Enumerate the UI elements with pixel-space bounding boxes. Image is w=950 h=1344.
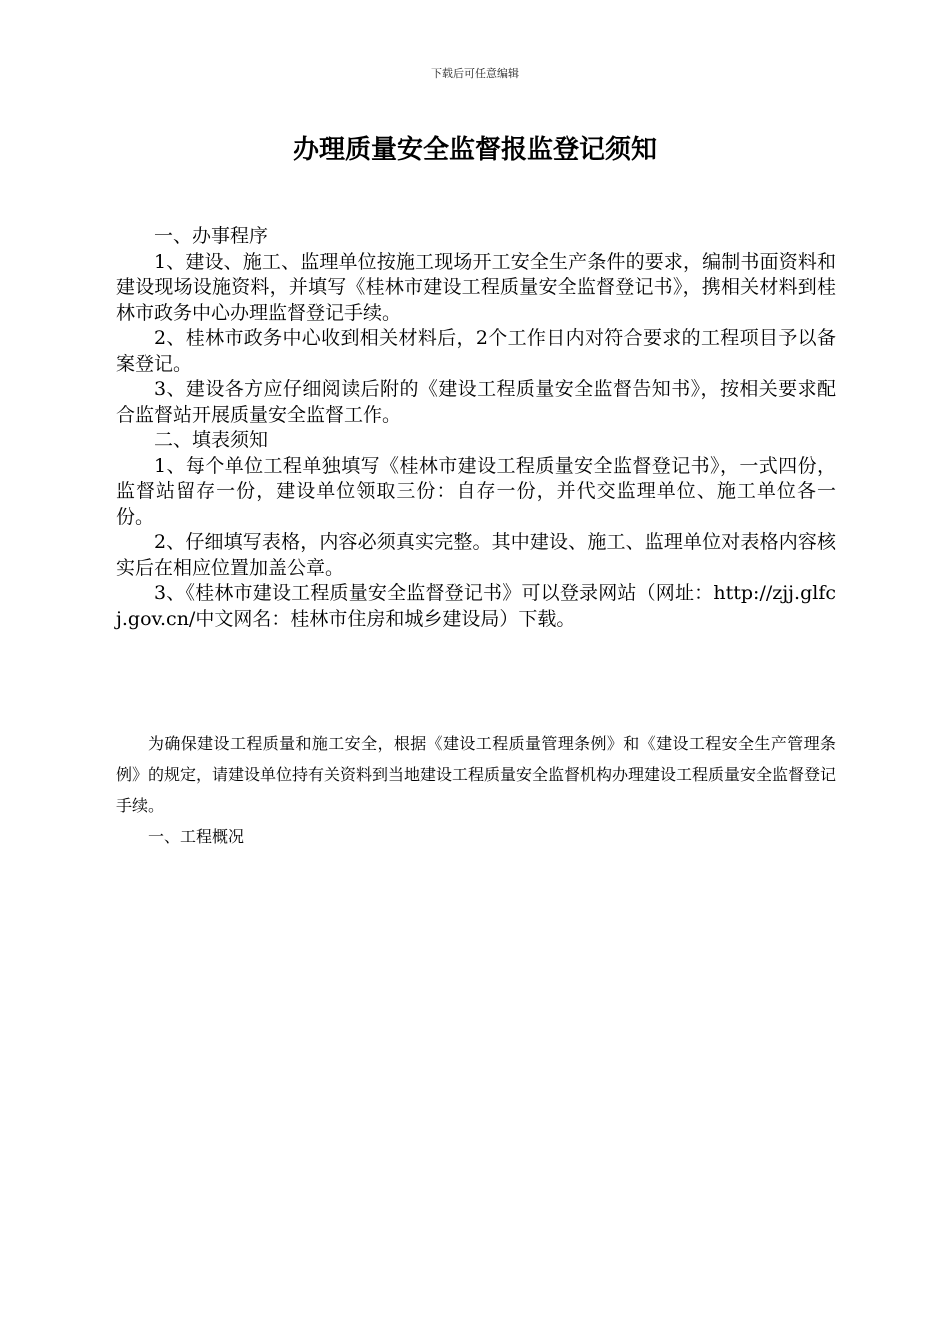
section-heading-procedure: 一、办事程序 bbox=[154, 225, 269, 247]
procedure-item-3: 3、建设各方应仔细阅读后附的《建设工程质量安全监督告知书》，按相关要求配合监督站开展质量安全监督工作。 bbox=[116, 378, 836, 426]
intro-paragraph: 为确保建设工程质量和施工安全，根据《建设工程质量管理条例》和《建设工程安全生产管理条例》的规定，请建设单位持有关资料到当地建设工程质量安全监督机构办理建设工程质量安全监督登记手续。 bbox=[116, 734, 837, 815]
overview-heading: 一、工程概况 bbox=[148, 827, 245, 846]
form-item-2: 2、仔细填写表格，内容必须真实完整。其中建设、施工、监理单位对表格内容核实后在相应位置加盖公章。 bbox=[116, 531, 836, 579]
form-item-3: 3、《桂林市建设工程质量安全监督登记书》可以登录网站（网址：http://zjj.glfcj.gov.cn/中文网名：桂林市住房和城乡建设局）下载。 bbox=[116, 582, 836, 630]
document-title: 办理质量安全监督报监登记须知 bbox=[292, 135, 657, 165]
form-item-1: 1、每个单位工程单独填写《桂林市建设工程质量安全监督登记书》，一式四份，监督站留存一份，建设单位领取三份：自存一份，并代交监理单位、施工单位各一份。 bbox=[116, 454, 836, 528]
notice-body bbox=[116, 224, 836, 632]
procedure-item-2: 2、桂林市政务中心收到相关材料后，2个工作日内对符合要求的工程项目予以备案登记。 bbox=[116, 327, 836, 375]
header-note: 下载后可任意编辑 bbox=[431, 67, 519, 80]
registration-intro bbox=[116, 728, 836, 852]
section-heading-form: 二、填表须知 bbox=[154, 429, 269, 451]
procedure-item-1: 1、建设、施工、监理单位按施工现场开工安全生产条件的要求，编制书面资料和建设现场设施资料，并填写《桂林市建设工程质量安全监督登记书》，携相关材料到桂林市政务中心办理监督登记手续。 bbox=[116, 250, 836, 324]
